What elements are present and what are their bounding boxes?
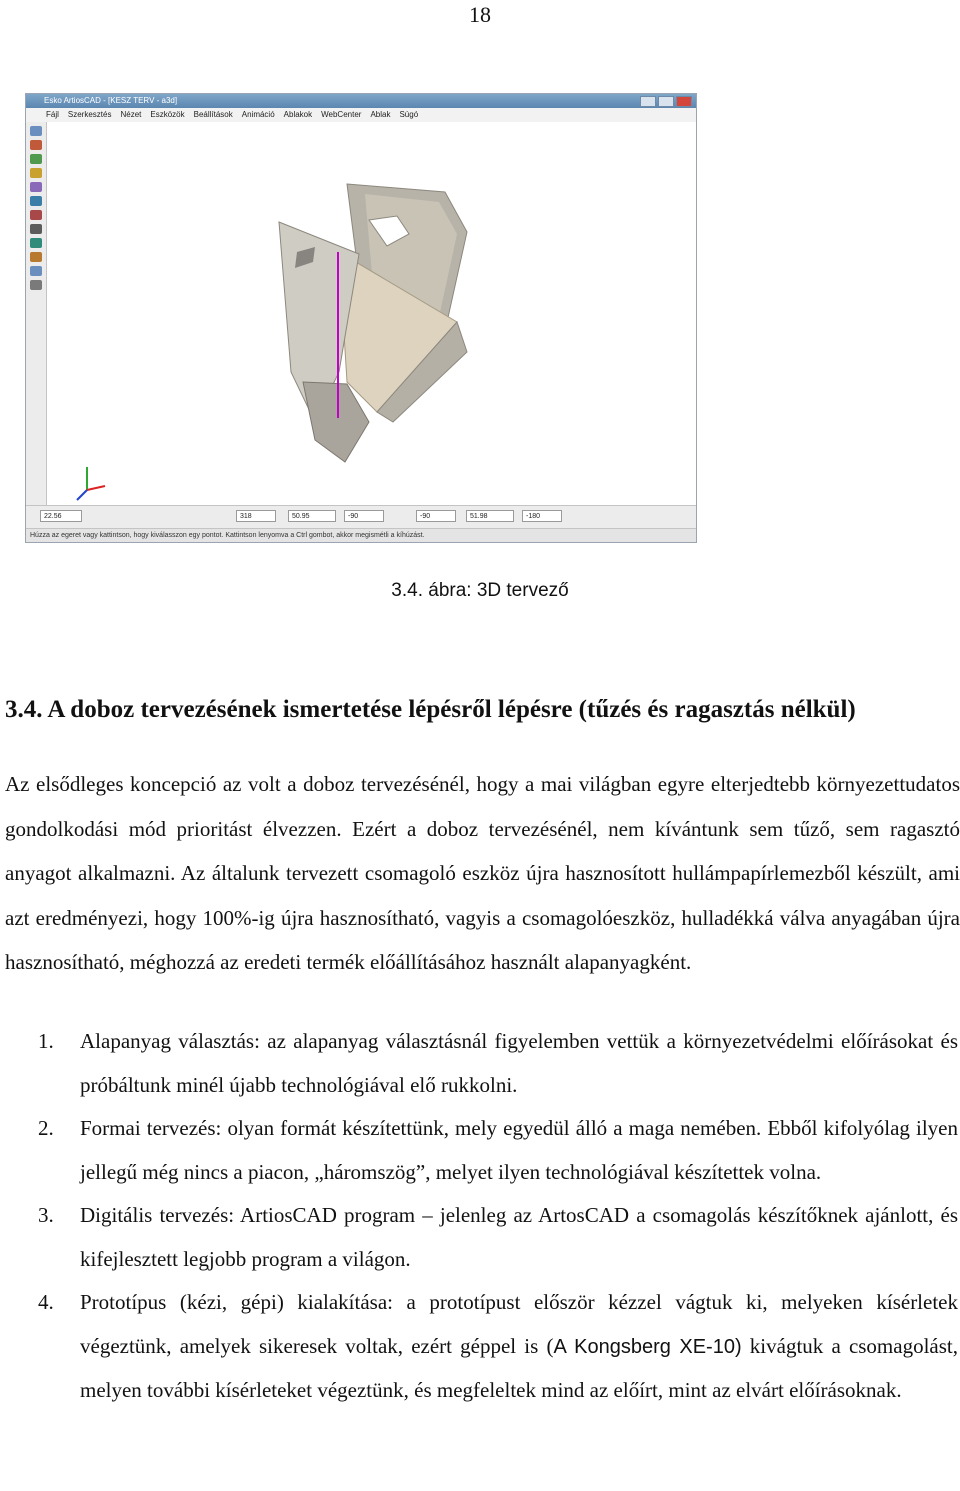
- step-number: 1.: [38, 1029, 54, 1053]
- angle-field-5[interactable]: 51.98: [466, 510, 514, 522]
- step-number: 3.: [38, 1203, 54, 1227]
- 3d-viewport[interactable]: [47, 122, 696, 506]
- fold-tool-icon[interactable]: [30, 154, 42, 164]
- page-number: 18: [469, 2, 491, 27]
- status-bar: [26, 505, 696, 528]
- step-number: 4.: [38, 1290, 54, 1314]
- list-item: [0, 1194, 960, 1281]
- angle-field-3[interactable]: -90: [344, 510, 384, 522]
- step-text: Digitális tervezés: ArtiosCAD program – jelenleg az ArtosCAD a csomagolás készítőknek ajánlott, és kifejlesztett legjobb program a világon.: [80, 1203, 958, 1271]
- close-icon[interactable]: [676, 96, 692, 107]
- step-text: Alapanyag választás: az alapanyag választásnál figyelemben vettük a környezetvédelmi előírásokat és próbáltunk minél újabb technológiával elő rukkolni.: [80, 1029, 958, 1097]
- menu-bar: [26, 108, 696, 123]
- axis-gizmo: [77, 467, 105, 500]
- menu-item-file[interactable]: Fájl: [46, 110, 59, 119]
- grid-tool-icon[interactable]: [30, 224, 42, 234]
- step-text: Formai tervezés: olyan formát készítettünk, mely egyedül álló a maga nemében. Ebből kifolyólag ilyen jellegű még nincs a piacon, „háromszög”, melyet ilyen technológiával készítettek volna.: [80, 1116, 958, 1184]
- pan-tool-icon[interactable]: [30, 182, 42, 192]
- select-tool-icon[interactable]: [30, 126, 42, 136]
- minimize-icon[interactable]: [640, 96, 656, 107]
- list-item: [0, 1020, 960, 1107]
- menu-item-windows[interactable]: Ablakok: [283, 110, 313, 119]
- angle-field-1[interactable]: 318: [236, 510, 276, 522]
- menu-item-view[interactable]: Nézet: [120, 110, 142, 119]
- layer-tool-icon[interactable]: [30, 266, 42, 276]
- step-number: 2.: [38, 1116, 54, 1140]
- menu-item-tools[interactable]: Eszközök: [150, 110, 185, 119]
- list-item: [0, 1107, 960, 1194]
- measure-tool-icon[interactable]: [30, 210, 42, 220]
- step-text-after: kivágtuk a csomagolást, melyen további kísérleteket végeztünk, és megfeleltek mind az előírt, mint az elvárt előírásoknak.: [80, 1333, 959, 1402]
- window-controls: [640, 96, 692, 107]
- figure-caption: 3.4. ábra: 3D tervező: [391, 580, 569, 601]
- zoom-tool-icon[interactable]: [30, 168, 42, 178]
- step-text-before: Prototípus (kézi, gépi) kialakítása: a prototípust először kézzel vágtuk ki, melyeken kísérletek végeztünk, amelyek sikeresek voltak, ezért géppel is (: [80, 1290, 958, 1358]
- menu-item-settings[interactable]: Beállítások: [193, 110, 233, 119]
- maximize-icon[interactable]: [658, 96, 674, 107]
- menu-item-edit[interactable]: Szerkesztés: [67, 110, 112, 119]
- export-tool-icon[interactable]: [30, 280, 42, 290]
- cad-screenshot-figure: [25, 93, 697, 543]
- section-heading: 3.4. A doboz tervezésének ismertetése lépésről lépésre (tűzés és ragasztás nélkül): [5, 696, 856, 723]
- view-tool-icon[interactable]: [30, 196, 42, 206]
- menu-item-animation[interactable]: Animáció: [241, 110, 275, 119]
- zoom-field[interactable]: 22.56: [40, 510, 82, 522]
- angle-field-6[interactable]: -180: [522, 510, 562, 522]
- left-toolbar: [26, 122, 47, 506]
- menu-item-window[interactable]: Ablak: [370, 110, 391, 119]
- menu-item-help[interactable]: Súgó: [399, 110, 419, 119]
- steps-list: [0, 1020, 960, 1413]
- folded-box-3d-model: [47, 122, 696, 506]
- render-tool-icon[interactable]: [30, 238, 42, 248]
- menu-item-webcenter[interactable]: WebCenter: [321, 110, 362, 119]
- window-title: Esko ArtiosCAD - [KESZ TERV - a3d]: [44, 96, 178, 105]
- list-item: [0, 1281, 960, 1413]
- step-text: [80, 1281, 958, 1413]
- intro-paragraph: Az elsődleges koncepció az volt a doboz tervezésénél, hogy a mai világban egyre elterjedtebb környezettudatos gondolkodási mód prioritást élvezzen. Ezért a doboz tervezésénél, nem kívántunk sem tűző, sem ragasztó anyagot alkalmazni. Az általunk tervezett csomagoló eszköz újra hasznosított hullámpapírlemezből készült, ami azt eredményezi, hogy 100%-ig újra hasznosítható, vagyis a csomagolóeszköz, hulladékká válva anyagában újra hasznosítható, méghozzá az eredeti termék előállításához használt alapanyagként.: [5, 772, 960, 975]
- window-titlebar: [26, 94, 696, 108]
- machine-name: A Kongsberg XE-10): [553, 1335, 742, 1358]
- angle-field-2[interactable]: 50.95: [288, 510, 336, 522]
- angle-field-4[interactable]: -90: [416, 510, 456, 522]
- status-hint: Húzza az egeret vagy kattintson, hogy kiválasszon egy pontot. Kattintson lenyomva a Ctrl gombot, akkor megismétli a kíhúzást.: [26, 528, 696, 542]
- light-tool-icon[interactable]: [30, 252, 42, 262]
- rotate-tool-icon[interactable]: [30, 140, 42, 150]
